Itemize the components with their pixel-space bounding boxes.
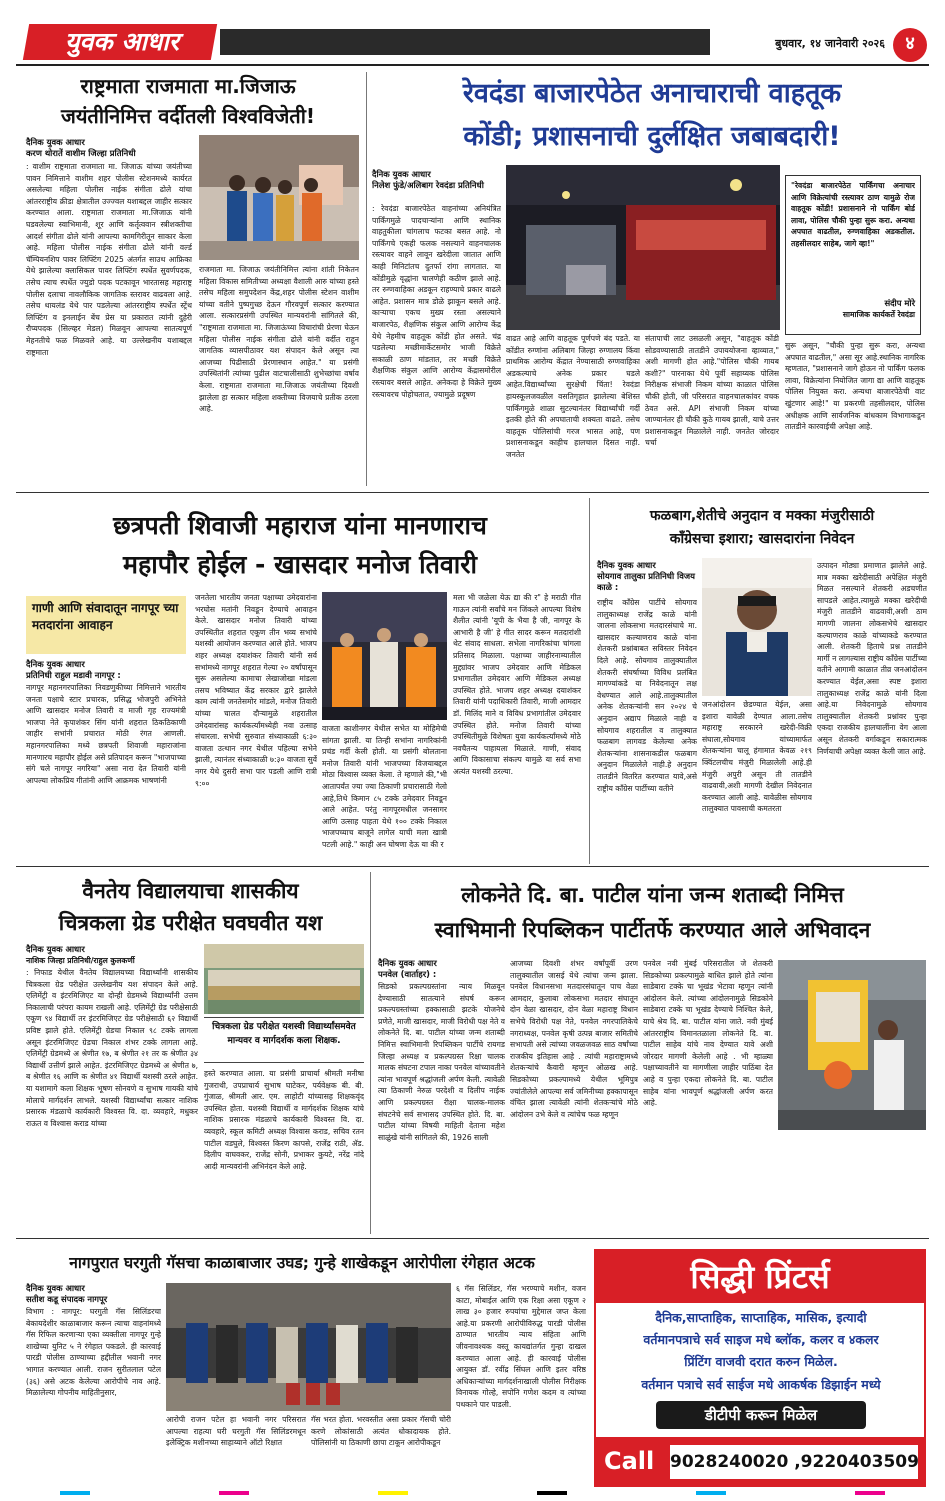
story6-byline-reporter: पनवेल (वार्ताहर) : [378,969,437,979]
logo-text: युवक आधार [65,27,179,56]
story6-col2: आजच्या दिवशी शंभर वर्षांपूर्वी उरण तालुक्यातील जासई येथे त्यांचा जन्म झाला. पनवेल विधानसभा मतदारसंघातून पाच वेळा आमदार, कुलाबा लोकसभा मतदार संघातून दोन वेळा खासदार, दोन वेळा महाराष्ट्र विधान सभेचे विरोधी पक्ष नेते, पनवेल नगरपालिकेचे नगराध्यक्ष, पनवेल कृषी उत्पन्न बाजार समितीचे सभापती असे त्यांच्या जवळजवळ साठ वर्षांच्या राजकीय इतिहास आहे . त्यांची महाराष्ट्रामध्ये शेतकऱ्यांचे कैवारी म्हणून ओळख आहे. सिडकोच्या प्रकल्पामध्ये येथील भूमिपुत्र ज्यांतीलेले आपल्या सर्व जमिनीच्या हक्कापासून वंचित झाला त्यावेळी त्यांनी शेतकऱ्यांचे मोठे आंदोलन उभे केले व त्यांचेच फळ म्हणून [510,959,638,1119]
masthead-rule [16,64,929,66]
story3-col4: मला भी जळेला येऊ द्या की र" हे मराठी गीत गाऊन त्यांनी सर्वांचे मन जिंकले आपल्या विशेष शैलीत त्यांनी 'यूपी के भैया है जी, नागपूर के आभारी है जी' हे गीत सादर करून मतदारांशी थेट संवाद साधला. सभेला नागरिकांचा चांगला प्रतिसाद मिळाला. पक्षाच्या जाहीरनाम्यातील मुद्द्यांवर भाजप उमेदवार आणि मेडिकल प्रभागातील उमेदवार आणि मेडिकल अध्यक्ष उपस्थित होते. भाजप शहर अध्यक्ष दयाशंकर तिवारी यांनी पदाधिकारी तिवारी, माजी आमदार डॉ. मिलिंद माने व विविध प्रभागांतील उमेदवार उपस्थित होते. मनोज तिवारी यांच्या उपस्थितीमुळे विशेषतः युवा कार्यकर्त्यांमध्ये मोठे नवचैतन्य पाहायला मिळाले. गाणी, संवाद आणि विकासाचा संकल्प यामुळे या सर्व सभा अत्यंत यशस्वी ठरल्या. [453,593,581,776]
story7-photo [166,1283,451,1411]
ad-line-5: डीटीपी करून मिळेल [656,1401,866,1429]
story1-headline-1: राष्ट्रमाता राजमाता मा.जिजाऊ [80,74,296,98]
divider [16,1238,929,1239]
story2-byline-reporter: निलेश फुंडे/अलिबाग रेवदंडा प्रतिनिधी [372,180,484,190]
masthead [0,0,945,64]
divider [370,872,371,1234]
ad-phone-numbers: 9028240020 ,9220403509 [670,1445,918,1479]
story2-col1: : रेवदंडा बाजारपेठेत वाहनांच्या अनियंत्रित पार्किंगमुळे पादचाऱ्यांना आणि स्थानिक वाहतुकीला चांगलाच फटका बसत आहे. नो पार्किंगचे एकही फलक नसल्याने वाहनचालक रस्त्यावर वाहने लावून खरेदीला जातात आणि काही मिनिटांतच दुतर्फा रांगा लागतात. या कोंडीमुळे वृद्धांना चालणेही कठीण झाले आहे. तर रुग्णवाहिका अडकून राहण्याचे प्रकार वाढले आहेत. प्रशासन मात्र डोळे झाकून बसले आहे. काऱ्याचा एकच मुख्य रस्ता असल्याने बाजारपेठ, शैक्षणिक संकुल आणि आरोग्य केंद्र येथे नेहमीच वाहतूक कोंडी होत असते. चंद्र पडलेल्या मच्छीमार्केटसमोर भाजी विक्रेते सकाळी ठाण मांडतात, तर मच्छी विक्रेते शैक्षणिक संकुल आणि आरोग्य केंद्रासमोरील रस्त्यावर बसले आहेत. अनेकदा हे विक्रेते मुख्य रस्त्यावरच पोहोचतात, ज्यामुळे प्रदूषण [372,204,501,399]
story2-quote-role: सामाजिक कार्यकर्ते रेवदंडा [842,310,915,319]
divider [16,866,929,867]
story2-headline-1: रेवदंडा बाजारपेठेत अनाचाराची वाहतूक [462,78,842,109]
story2-quote-box [785,175,921,335]
story1-byline-paper: दैनिक युवक आधार [26,137,85,147]
story4-col1: राष्ट्रीय काँग्रेस पार्टीचे सोयगाव तालुकाध्यक्ष राजेंद्र काळे यांनी जालना लोकसभा मतदारसंघाचे मा. खासदार कल्याणराव काळे यांना शेतकरी प्रश्नांबाबत सविस्तर निवेदन दिले आहे. सोयगाव तालुक्यातील शेतकरी संघर्षाच्या विविध प्रलंबित मागण्यांकडे या निवेदनातून लक्ष वेधण्यात आले आहे.तालुक्यातील अनेक शेतकऱ्यांनी सन २०२४ चे अनुदान अद्याप मिळाले नाही व सोयगाव शहरातील व तालुक्यात फळबाग लागवड केलेल्या अनेक शेतकऱ्यांना शासनाकडील फळबाग अनुदान मिळालेले नाही.हे अनुदान तातडीने वितरित करण्यात यावे,असे राष्ट्रीय काँग्रेस पार्टीच्या वतीने [597,598,697,793]
story3-byline-reporter: प्रतिनिधी राहुल मडावी नागपूर : [26,670,121,680]
story6-byline-paper: दैनिक युवक आधार [378,958,437,968]
story1-col2: राजमाता मा. जिजाऊ जयंतीनिमित्त त्यांना शांती निकेतन महिला विकास समितीच्या अध्यक्षा वैशाली आरु यांच्या हस्ते तसेच महिला समुपदेशन केंद्र,शहर पोलीस स्टेशन वाशीम यांच्या वतीने पुष्पगुच्छ देऊन गौरवपूर्ण सत्कार करण्यात आला. सत्कारप्रसंगी उपस्थित मान्यवरांनी सांगितले की, "राष्ट्रमाता राजमाता मा. जिजाऊंच्या विचारांची प्रेरणा घेऊन महिला पोलीस नाईक संगीता ढोले यांनी वर्दीत राहून जागतिक व्यासपीठावर यश संपादन केले असून त्या आजच्या पिढीसाठी प्रेरणास्थान आहेत." या प्रसंगी उपस्थितांनी त्यांच्या पुढील वाटचालीसाठी शुभेच्छांचा वर्षाव केला. राष्ट्रमाता राजमाता मा.जिजाऊ जयंतीच्या दिवशी झालेला हा सत्कार महिला शक्तीच्या विजयाचे प्रतीक ठरला आहे. [199,265,359,414]
story2-byline-paper: दैनिक युवक आधार [372,169,431,179]
story5-photo [204,944,364,1014]
story5-photo-caption: चित्रकला ग्रेड परीक्षेत यशस्वी विद्यार्थ्यांसमवेत मान्यवर व मार्गदर्शक कला शिक्षक. [204,1017,364,1063]
story4-byline-paper: दैनिक युवक आधार [597,560,656,570]
story2-photo [506,165,780,330]
ad-line-4: वर्तमान पत्राचे सर्व साईज मधे आकर्षक डिझाईन मध्ये [641,1377,881,1392]
page-number: ४ [893,28,927,62]
story4-col3: उत्पादन मोठ्या प्रमाणात झालेले आहे. मात्र मक्का खरेदीसाठी अपेक्षित मंजुरी मिळत नसल्याने शेतकरी अडचणीत सापडले आहेत.त्यामुळे मक्का खरेदीची मंजुरी तातडीने वाढवावी,अशी ठाम मागणी जालना लोकसभेचे खासदार कल्याणराव काळे यांच्याकडे करण्यात आली. शेतकरी हिताचे प्रश्न तातडीने मार्गी न लागल्यास राष्ट्रीय काँग्रेस पार्टीच्या वतीने आगामी काळात तीव्र जनआंदोलन करण्यात येईल,असा स्पष्ट इशारा तालुकाध्यक्ष राजेंद्र काळे यांनी दिला आहे.या निवेदनामुळे सोयगाव तालुक्यातील शेतकरी प्रश्नांवर पुन्हा एकदा राजकीय हालचालींना वेग आला असून शेतकरी वर्गाकडून सकारात्मक निर्णयाची अपेक्षा व्यक्त केली जात आहे. [817,561,927,756]
story6-col3: पनवेल नवी मुंबई परिसरातील जे शेतकरी सिडकोच्या प्रकल्पामुळे बाधित झाले होते त्यांना साडेबारा टक्के चा भूखंड भेटावा म्हणून त्यांनी आंदोलन केले. त्यांच्या आंदोलनामुळे सिडकोने साडेबारा टक्के चा भूखंड देण्याचे निश्चित केले, याचे श्रेय दि. बा. पाटील यांना जाते. नवी मुंबई आंतरराष्ट्रीय विमानतळाला लोकनेते दि. बा. पाटील साहेब यांचे नाव देण्यात यावे अशी जोरदार मागणी केलेली आहे . भी म्हाळ्या पक्षाच्यावतीने या मागणीला जाहीर पाठिंबा देत आहे व पुन्हा एकदा लोकनेते दि. बा. पाटील साहेब यांना भावपूर्ण श्रद्धांजली अर्पण करत आहे. [643,959,773,1108]
story6-photo [778,960,926,1130]
divider [366,72,367,486]
ad-siddhi-printers [594,1249,926,1487]
story6-headline-2: स्वाभिमानी रिपब्लिकन पार्टीतर्फे करण्यात आले अभिवादन [434,918,871,942]
story2-headline-2: कोंडी; प्रशासनाची दुर्लक्षित जबाबदारी! [463,121,841,152]
story5-byline-reporter: नाशिक जिल्हा प्रतिनिधी/राहुल कुलकर्णी [26,956,135,965]
ad-line-2: वर्तमानपत्राचे सर्व साइज मधे ब्लॉक, कलर व ४कलर [643,1332,879,1347]
header-bar [220,29,710,55]
story6-col1: सिडको प्रकल्पग्रस्तांना न्याय मिळवून देण्यासाठी सातत्याने संघर्ष करून प्रकल्पग्रस्तांच्या हक्कासाठी झटके योजनेचे प्रणेते, माजी खासदार, माजी विरोधी पक्ष नेते व लोकनेते दि. बा. पाटील यांच्या जन्म शताब्दी निमित्त स्वाभिमानी रिपब्लिकन पार्टीचे रायगड जिल्हा अध्यक्ष व प्रकल्पग्रस्त रिक्षा चालक मालक संघटना टपाल नाका पनवेल यांच्यावतीने त्यांना भावपूर्ण श्रद्धांजली अर्पण केली. त्यावेळी त्या ठिकाणी नेरुळ परदेशी व दिलीप नाईक आणि प्रकल्पग्रस्त रीक्षा चालक-मालक संघटनेचे सर्व सभासद उपस्थित होते. दि. बा. पाटील यांच्या विषयी माहिती देताना महेश साळुंखे यांनी सांगितले की, 1926 साली [378,982,505,1142]
story5-headline-2: चित्रकला ग्रेड परीक्षेत घवघवीत यश [58,911,323,935]
story2-col4: सुरू असून, "चौकी पुन्हा सुरू करा, अन्यथा अपघात वाढतील," असा सूर आहे.स्थानिक नागरिक म्हणतात, "प्रशासनाने जागे होऊन नो पार्किंग फलक लावा, विक्रेत्यांना नियोजित जागा द्या आणि वाहतूक पोलिस नियुक्त करा. अन्यथा बाजारपेठेची वाट खुंटणार आहे!" या प्रकरणी तहसीलदार, पोलिस अधीक्षक आणि सार्वजनिक बांधकाम विभागाकडून तातडीने कारवाईची अपेक्षा आहे. [785,341,925,432]
story7-col2: गॅस भरत होता. भरवस्तीत असा प्रकार गॅसची चोरी करणे लोकांसाठी अत्यंत धोकादायक होते. पोलिसांनी या ठिकाणी छापा टाकून आरोपीकडून [311,1415,451,1448]
story7-col1: विभाग : नागपूर: घरगुती गॅस सिलिंडरचा बेकायदेशीर काळाबाजार करून त्याचा वाहनांमध्ये गॅस रिफिल करणाऱ्या एका व्यक्तीला नागपूर गुन्हे शाखेच्या युनिट ५ ने रंगेहात पकडले. ही कारवाई पारडी पोलीस ठाण्याच्या हद्दीतील भवानी नगर भागात करण्यात आली. राजन सुरीतलाल पटेल (३६) असे अटक केलेल्या आरोपीचे नाव आहे. मिळालेल्या गोपनीय माहितीनुसार, [26,1307,161,1398]
story1-headline-2: जयंतीनिमित्त वर्दीतली विश्वविजेती! [60,104,315,128]
story7-byline-reporter: सतीश कडू संपादक नागपूर [26,1294,108,1304]
issue-date: बुधवार, १४ जानेवारी २०२६ [775,37,885,50]
story7-headline: नागपुरात घरगुती गॅसचा काळाबाजार उघड; गुन्हे शाखेकडून आरोपीला रंगेहात अटक [69,1254,535,1272]
story7-photo-caption: आरोपी राजन पटेल हा भवानी नगर परिसरात आपल्या राहत्या घरी घरगुती गॅस सिलिंडरमधून इलेक्ट्रिक मशीनच्या साहाय्याने ऑटो रिक्षात [166,1415,306,1448]
story3-headline-2: महापौर होईल - खासदार मनोज तिवारी [123,550,477,579]
story2-col2: वाढत आहे आणि वाहतूक पूर्णपणे बंद पडते. या कोंडीत रुग्णांना अलिबाग जिल्हा रुग्णालय किंवा प्राथमिक आरोग्य केंद्रात नेण्यासाठी रुग्णवाहिका अडकल्याचे अनेक प्रकार घडले आहेत.विद्यार्थ्यांच्या सुरक्षेची चिंता! रेवदंडा हायस्कूलजवळील वसतिगृहात झालेल्या बेशिस्त पार्किंगमुळे शाळा सुटल्यानंतर विद्यार्थ्यांची गर्दी इतकी होते की अपघाताची शक्यता वाढते. तसेच वाहतूक पोलिसांची गरज भासत आहे, पण प्रशासनाकडून काहीच हालचाल दिसत नाही. जनतेत [506,334,640,459]
story4-col2: जनआंदोलन छेडण्यात येईल, असा इशारा यावेळी देण्यात आला.तसेच महाराष्ट्र सरकारने खरेदी-विक्री संघाला,सोयगाव यांच्यामार्फत शेतकऱ्यांना चालू हंगामात केवळ २१९ क्विंटलचीच मंजुरी मिळालेली आहे.ही मंजुरी अपुरी असून ती तातडीने वाढवावी,अशी मागणी देखील निवेदनात करण्यात आली आहे. यावेळीस सोयगाव तालुक्यात पावसाची कमतरता [702,700,812,814]
story2-col3: संतापाची लाट उसळली असून, "वाहतूक कोंडी सोडवण्यासाठी तातडीने उपाययोजना व्हाव्यात," अशी मागणी होत आहे."पोलिस चौकी गायब कशी?" पारनाका येथे पूर्वी सहाय्यक पोलिस निरीक्षक संभाजी निकम यांच्या काळात पोलिस चौकी होती, जी परिसरात वाहनचालकांवर वचक ठेवत असे. API संभाजी निकम यांच्या जाण्यानंतर ही चौकी कुठे गायब झाली, याचे उत्तर प्रशासनाकडून मिळालेले नाही. जनतेत जोरदार चर्चा [645,334,779,448]
registration-marks [60,1491,885,1497]
story3-col3: वाजता काशीनगर येथील सभेत या मोहिमेची सांगता झाली. या तिन्ही सभांना नागरिकांनी प्रचंड गर्दी केली होती. या प्रसंगी बोलताना मनोज तिवारी यांनी भाजपच्या विजयाबद्दल मोठा विश्वास व्यक्त केला. ते म्हणाले की,"भी आतापर्यंत ज्या ज्या ठिकाणी प्रचारासाठी गेलो आहे,तिथे किमान ८५ टक्के उमेदवार निवडून आले आहेत. परंतु नागपूरमधील जनसागर आणि उत्साह पाहता येथे १०० टक्के निकाल भाजपच्याच बाजूने लागेल याची मला खात्री पटली आहे." काही अन घोषणा देऊ या की र [322,724,447,849]
story6-headline-1: लोकनेते दि. बा. पाटील यांना जन्म शताब्दी निमित्त [461,883,844,907]
ad-line-1: दैनिक,साप्ताहिक, साप्ताहिक, मासिक, इत्यादी [655,1310,867,1325]
story1-byline-reporter: करण थोरातें वाशीम जिल्हा प्रतिनिधी [26,148,136,158]
story1-col1: : वाशीम राष्ट्रमाता राजमाता मा. जिजाऊ यांच्या जयंतीच्या पावन निमित्ताने वाशीम शहर पोलीस स्टेशनमध्ये कार्यरत असलेल्या महिला पोलीस नाईक संगीता ढोले यांचा आंतरराष्ट्रीय क्रीडा क्षेत्रातील उज्ज्वल यशाबद्दल जाहीर सत्कार करण्यात आला. राष्ट्रमाता राजमाता मा.जिजाऊ यांनी घडवलेल्या स्वाभिमानी, शूर आणि कर्तृत्ववान स्त्रीशक्तीचा आदर्श संगीता ढोले यांनी आपल्या कामगिरीतून साकार केला आहे. महिला पोलीस नाईक संगीता ढोले यांनी वर्ल्ड चॅम्पियनशिप पावर लिफ्टिंग 2025 अंतर्गत साउथ आफ्रिका येथे झालेल्या क्लासिकल पावर लिफ्टिंग स्पर्धेत सुवर्णपदक, तसेच त्याच स्पर्धेत ज्युडो पदक पटकावून भारतासह महाराष्ट्र पोलीस दलाचा नावलौकिक जागतिक स्तरावर वाढवला आहे. तसेच थायलंड येथे पार पडलेल्या आंतरराष्ट्रीय स्पर्धेत स्ट्रेंथ लिफ्टिंग व इनलाईन बेंच प्रेस या प्रकारात त्यांनी दुहेरी रौप्यपदक (सिल्व्हर मेडल) मिळवून आपल्या सातत्यपूर्ण मेहनतीचे फळ मिळवले आहे. या उल्लेखनीय यशाबद्दल राष्ट्रमाता [26,162,192,357]
story5-headline-1: वैनतेय विद्यालयाचा शासकीय [82,879,299,903]
story7-col3: ६ गॅस सिलिंडर, गॅस भरण्याचे मशीन, वजन काटा, मोबाईल आणि एक रिक्षा असा एकूण २ लाख ३० हजार रुपयांचा मुद्देमाल जप्त केला आहे.या प्रकरणी आरोपीविरुद्ध पारडी पोलीस ठाण्यात भारतीय न्याय संहिता आणि जीवनावश्यक वस्तू कायद्यांतर्गत गुन्हा दाखल करण्यात आला आहे. ही कारवाई पोलीस आयुक्त डॉ. रवींद्र सिंघल आणि इतर वरिष्ठ अधिकाऱ्यांच्या मार्गदर्शनाखाली पोलीस निरीक्षक विनायक गोल्हे, सपोनि गणेश कदम व त्यांच्या पथकाने पार पाडली. [456,1284,586,1409]
story4-photo [702,558,812,696]
story4-byline-reporter: सोयगाव तालुका प्रतिनिधी विजय काळे : [597,571,695,592]
story5-byline-paper: दैनिक युवक आधार [26,944,85,954]
divider [589,498,590,864]
story7-byline-paper: दैनिक युवक आधार [26,1283,85,1293]
story2-quote-author: संदीप मोरे [884,298,915,308]
story4-headline-2: काँग्रेसचा इशारा; खासदारांना निवेदन [669,531,855,547]
story3-byline-paper: दैनिक युवक आधार [26,659,85,669]
story3-headline-1: छत्रपती शिवाजी महाराज यांना मानणाराच [113,511,487,540]
story5-col2: हस्ते करण्यात आला. या प्रसंगी प्राचार्या श्रीमती मनीषा गुजराथी, उपप्राचार्य सुभाष घाटेकर, पर्यवेक्षक बी. बी. गुंजाळ, श्रीमती आर. एम. लाहोटी यांच्यासह शिक्षकवृंद उपस्थित होता. यशस्वी विद्यार्थी व मार्गदर्शक शिक्षक यांचे नाशिक प्रसारक मंडळाचे कार्यकारी विश्वस्त वि. दा. व्यवहारे, स्कूल कमिटी अध्यक्ष विश्वास कराड, सचिव रतन पाटील वडघुले, विश्वस्त किरण कापसे, राजेंद्र राठी, ॲड. दिलीप वाघवकर, राजेंद्र सोनी, प्रभाकर कुयटे, नरेंद्र नांदे आदी मान्यवरांनी अभिनंदन केले आहे. [204,1069,364,1171]
story3-kicker: गाणी आणि संवादातून नागपूर च्या मतदारांना आवाहन [26,596,186,654]
story3-col2: जनतेला भारतीय जनता पक्षाच्या उमेदवारांना भरघोस मतांनी निवडून देण्याचे आवाहन केले. खासदार मनोज तिवारी यांच्या उपस्थितीत शहरात एकूण तीन भव्य सभांचे यशस्वी आयोजन करण्यात आले होते. भाजप शहर अध्यक्ष दयाशंकर तिवारी यांनी सर्व सभांमध्ये नागपूर शहरात गेल्या २० वर्षांपासून सुरू असलेल्या कामाचा लेखाजोखा मांडला तसच भविष्यात केंद्र सरकार द्वारे झालेले काम त्यांनी जनतेसमोर मांडले, मनोज तिवारी यांच्या चालत दौऱ्यामुळे शहरातील उमेदवारांसह कार्यकर्त्यांमध्येही नवा उत्साह संचारला. सभेची सुरुवात संध्याकाळी ६:३० वाजता उत्थान नगर येथील पहिल्या सभेने झाली, त्यानंतर संध्याकाळी ७:३० वाजता सुर्वे नगर येथे दुसरी सभा पार पडली आणि रात्री ९:०० [195,593,317,788]
ad-line-3: प्रिंटिंग वाजवी दरात करुन मिळेल. [684,1354,838,1369]
story5-col1: : निफाड येथील वैनतेय विद्यालयच्या विद्यार्थ्यांनी शासकीय चित्रकला ग्रेड परीक्षेत उल्लेखनीय यश संपादन केले आहे. एलिमेंट्री व इंटरमिजिएट या दोन्ही ग्रेडमध्ये विद्यार्थ्यांनी उत्तम निकालाची परंपरा कायम राखली आहे. एलिमेंट्री ग्रेड परीक्षेसाठी एकूण ९४ विद्यार्थी तर इंटरमिजिएट ग्रेड परीक्षेसाठी ६२ विद्यार्थी प्रविष्ट झाले होते. एलिमेंट्री ग्रेडचा निकाल ९८ टक्के लागला असून इंटरमिजिएट ग्रेडचा निकाल शंभर टक्के लागला आहे. एलिमेंट्री ग्रेडमध्ये अ श्रेणीत १७, ब श्रेणीत २१ तर क श्रेणीत ३४ विद्यार्थी उत्तीर्ण झाले आहेत. इंटरमिजिएट ग्रेडमध्ये अ श्रेणीत ७, ब श्रेणीत १६ आणि क श्रेणीत ४१ विद्यार्थी यशस्वी ठरले आहेत. या यशामागे कला शिक्षक भूषण सोनवणे व सुभाष गायकी यांचे मोलाचे मार्गदर्शन लाभले. यशस्वी विद्यार्थ्यांचा सत्कार नाशिक प्रसारक मंडळाचे कार्यकारी विश्वस्त वि. दा. व्यवहारे, मधुकर राऊत व विश्वास कराड यांच्या [26,968,198,1128]
story3-photo [322,592,447,720]
story3-col1: नागपूर महानगरपालिका निवडणुकीच्या निमित्ताने भारतीय जनता पक्षाचे स्टार प्रचारक, प्रसिद्ध भोजपुरी अभिनेते आणि खासदार मनोज तिवारी व माजी गृह राज्यमंत्री भाजपा नेते कृपाशंकर सिंग यांनी शहरात ठिकठिकाणी जाहीर सभांनी प्रचारात मोठी रंगत आणली. महानगरपालिका मध्ये छत्रपती शिवाजी महाराजांना मानणारच महापौर होईल असे प्रतिपादन करून "भाजपाच्या संगे चले नागपूर नगरिया" असा नारा देत तिवारी यांनी आपल्या लोकप्रिय गीतांनी आणि आक्रमक भाषणांनी [26,683,186,785]
story1-photo [199,135,359,260]
ad-call-label: Call [604,1447,655,1475]
story2-quote: "रेवदंडा बाजारपेठेत पार्किंगचा अनाचार आणि विक्रेत्यांची रस्त्यावर ठाण यामुळे रोज वाहतूक कोंडी! प्रशासनाने नो पार्किंग बोर्ड लावा, पोलिस चौकी पुन्हा सुरू करा. अन्यथा अपघात वाढतील, रुग्णवाहिका अडकतील. तहसीलदार साहेब, जागे व्हा!" [791,181,915,248]
ad-title: सिद्धी प्रिंटर्स [690,1258,830,1296]
divider [16,492,929,493]
story4-headline-1: फळबाग,शेतीचे अनुदान व मक्का मंजुरीसाठी [649,508,875,524]
